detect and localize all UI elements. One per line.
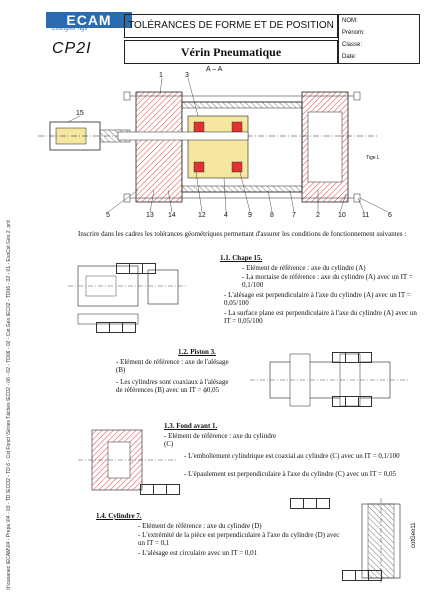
section-3-line-2: - L'emboîtement cylindrique est coaxial au cylindre (C) avec un IT = 0,1/100 [184, 452, 400, 460]
field-prenom[interactable]: Prénom: [342, 30, 365, 36]
section-3-heading: 1.3. Fond avant 1. [164, 422, 218, 430]
field-date[interactable]: Date: [342, 54, 357, 60]
field-nom[interactable]: NOM: [342, 18, 358, 24]
document-title: TOLÉRANCES DE FORME ET DE POSITION [124, 14, 338, 38]
callouts-bottom [100, 212, 420, 222]
logo-code: CP2I [52, 40, 92, 57]
callout-12: 12 [198, 212, 206, 219]
callout-1: 1 [159, 72, 163, 79]
tolerance-frame-3a[interactable] [140, 484, 179, 495]
section-3-line-1: - Elément de référence : axe du cylindre (C) [164, 432, 277, 448]
section-1-heading: 1.1. Chape 15. [220, 254, 263, 262]
callout-6: 6 [388, 212, 392, 219]
callout-11: 11 [362, 212, 370, 219]
intro-text: Inscrire dans les cadres les tolérances géométriques permettant d'assurer les conditions de fonctionnement suivantes : [78, 230, 407, 238]
callout-9: 9 [248, 212, 252, 219]
callout-7: 7 [292, 212, 296, 219]
section-4-heading: 1.4. Cylindre 7. [96, 512, 142, 520]
footer-code: cotGeo11 [411, 522, 417, 548]
identity-box [338, 14, 420, 64]
tolerance-frame-2b[interactable] [332, 396, 371, 407]
tolerance-frame-1b[interactable] [96, 322, 135, 333]
logo-tagline: Enseigner Agir [52, 26, 89, 32]
callout-10: 10 [338, 212, 346, 219]
callout-3: 3 [185, 72, 189, 79]
page [28, 8, 426, 600]
file-path-sidebar [6, 70, 16, 590]
section-2-line-2: - Les cylindres sont coaxiaux à l'alésage de références (B) avec un IT = ϕ0,05 [116, 378, 229, 394]
callout-13: 13 [146, 212, 154, 219]
section-3-line-3: - L'épaulement est perpendiculaire à l'axe du cylindre (C) avec un IT = 0,05 [184, 470, 396, 478]
document-subtitle: Vérin Pneumatique [124, 40, 338, 64]
section-4-line-3: - L'alésage est circulaire avec un IT = 0,01 [138, 549, 258, 557]
callout-4: 4 [224, 212, 228, 219]
tolerance-frame-4a[interactable] [342, 570, 381, 581]
section-1-line-4: - La surface plane est perpendiculaire à l'axe du cylindre (A) avec un IT = 0,05/100 [224, 309, 417, 325]
section-label: A – A [206, 66, 223, 73]
section-1-line-1: - Elément de référence : axe du cylindre (A) [242, 264, 366, 272]
section-4-line-2: - L'extrémité de la pièce est perpendiculaire à l'axe du cylindre (D) avec un IT = 0,1 [138, 531, 340, 547]
callout-15: 15 [76, 110, 84, 117]
section-2-heading: 1.2. Piston 3. [178, 348, 216, 356]
tag-label: Tige L [366, 155, 380, 161]
section-2-line-1: - Elément de référence : axe de l'alésage (B) [116, 358, 229, 374]
tolerance-frame-2a[interactable] [332, 352, 371, 363]
tolerance-frame-1a[interactable] [116, 263, 155, 274]
callout-8: 8 [270, 212, 274, 219]
callout-5: 5 [106, 212, 110, 219]
assembly-drawing [28, 72, 426, 224]
callout-14: 14 [168, 212, 176, 219]
field-classe[interactable]: Classe: [342, 42, 363, 48]
logo-brand: ECAM [46, 12, 132, 28]
tolerance-frame-3b[interactable] [290, 498, 329, 509]
section-4-line-1: - Elément de référence : axe du cylindre (D) [138, 522, 262, 530]
section-1-line-2: - La mortaise de référence : axe du cylindre (A) avec un IT = 0,1/100 [242, 273, 413, 289]
section-1-line-3: - L'alésage est perpendiculaire à l'axe du cylindre (A) avec un IT = 0,05/100 [224, 291, 411, 307]
file-path: d:\casanec \ECAM\04 - Prepa \04 - 03 - TD \ECO2 - TD 6 - Cst Fonct \Séries Tâches \EC02 - 06 - 02 - TD06 - 02 - Cst Géo \EC02 - TD06 - 02 - 01 - ExoCst Géo 2 .prd [6, 220, 12, 590]
callout-2: 2 [316, 212, 320, 219]
ecam-logo [46, 12, 132, 62]
